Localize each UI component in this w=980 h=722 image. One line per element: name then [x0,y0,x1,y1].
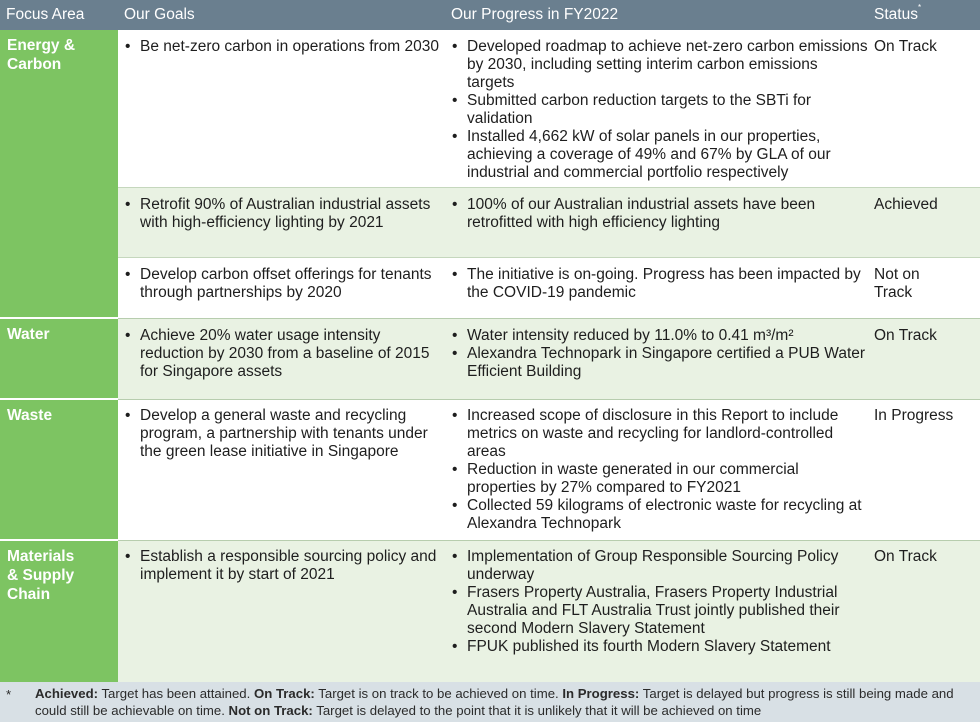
footnote-on-track-text: Target is on track to be achieved on time. [318,686,559,701]
goal-text: • Develop a general waste and recycling program, a partnership with tenants under the green lease initiative in Singapore [123,407,441,461]
focus-area-materials-supply-chain [0,541,118,682]
goal-text: • Be net-zero carbon in operations from 2030 [123,38,441,56]
focus-area-label: & Supply [7,567,75,584]
status-badge: On Track [874,38,937,55]
progress-cell [450,548,868,656]
progress-item: • Installed 4,662 kW of solar panels in our properties, achieving a coverage of 49% and 67% by GLA of our industrial and commercial portfolio respectively [450,128,868,182]
status-badge: Achieved [874,196,938,213]
focus-area-waste [0,400,118,539]
status-badge: Not on Track [874,266,920,301]
goal-cell [123,38,441,56]
progress-cell [450,38,868,182]
footnote-achieved-label: Achieved: [35,686,99,701]
header-status-label: Status [874,6,918,23]
goal-cell [123,548,441,584]
progress-cell [450,327,868,381]
footnote-in-progress-label: In Progress: [562,686,640,701]
status-badge: In Progress [874,407,954,424]
goal-cell [123,196,441,232]
footnote-not-on-track-label: Not on Track: [228,703,313,718]
progress-item: • Developed roadmap to achieve net-zero carbon emissions by 2030, including setting interim carbon emissions targets [450,38,868,92]
header-status-mark: * [917,3,922,12]
footnote-not-on-track-text: Target is delayed to the point that it is unlikely that it will be achieved on time [316,703,762,718]
progress-cell [450,407,868,533]
focus-area-water [0,319,118,398]
progress-item: • FPUK published its fourth Modern Slavery Statement [450,638,868,656]
progress-item: • Submitted carbon reduction targets to the SBTi for validation [450,92,868,128]
goal-cell [123,407,441,461]
footnote-marker: * [6,687,12,702]
progress-item: • Reduction in waste generated in our commercial properties by 27% compared to FY2021 [450,461,868,497]
header-our-progress: Our Progress in FY2022 [445,0,868,30]
footnote-on-track-label: On Track: [253,686,315,701]
footnote-achieved-text: Target has been attained. [101,686,251,701]
progress-item: • Increased scope of disclosure in this Report to include metrics on waste and recycling for landlord-controlled areas [450,407,868,461]
goal-cell [123,327,441,381]
progress-item: • Collected 59 kilograms of electronic waste for recycling at Alexandra Technopark [450,497,868,533]
progress-item: • 100% of our Australian industrial assets have been retrofitted with high efficiency lighting [450,196,868,232]
header-focus-area: Focus Area [0,0,118,30]
header-our-goals: Our Goals [118,0,445,30]
focus-area-label: Waste [7,407,53,424]
header-status [868,0,980,30]
footnote [0,682,980,722]
progress-cell [450,266,868,302]
focus-area-label: Water [7,326,50,343]
progress-item: • Implementation of Group Responsible Sourcing Policy underway [450,548,868,584]
focus-area-label: Materials [7,548,75,565]
footnote-text [35,685,980,719]
focus-area-energy-carbon [0,30,118,318]
footnote-in-progress-text: Target is delayed but progress is still being made and could still be achievable on time. [35,686,954,718]
progress-item: • Water intensity reduced by 11.0% to 0.41 m³/m² [450,327,868,345]
focus-area-label: Energy & [7,37,76,54]
focus-area-label: Carbon [7,56,62,73]
progress-item: • Alexandra Technopark in Singapore certified a PUB Water Efficient Building [450,345,868,381]
goal-text: • Establish a responsible sourcing policy and implement it by start of 2021 [123,548,441,584]
status-badge: On Track [874,327,937,344]
progress-item: • Frasers Property Australia, Frasers Property Industrial Australia and FLT Australia Trust jointly published their second Modern Slavery Statement [450,584,868,638]
goal-cell [123,266,441,302]
progress-cell [450,196,868,232]
goal-text: • Retrofit 90% of Australian industrial assets with high-efficiency lighting by 2021 [123,196,441,232]
progress-item: • The initiative is on-going. Progress has been impacted by the COVID-19 pandemic [450,266,868,302]
focus-area-label: Chain [7,586,51,603]
goal-text: • Achieve 20% water usage intensity reduction by 2030 from a baseline of 2015 for Singapore assets [123,327,441,381]
goal-text: • Develop carbon offset offerings for tenants through partnerships by 2020 [123,266,441,302]
status-badge: On Track [874,548,937,565]
